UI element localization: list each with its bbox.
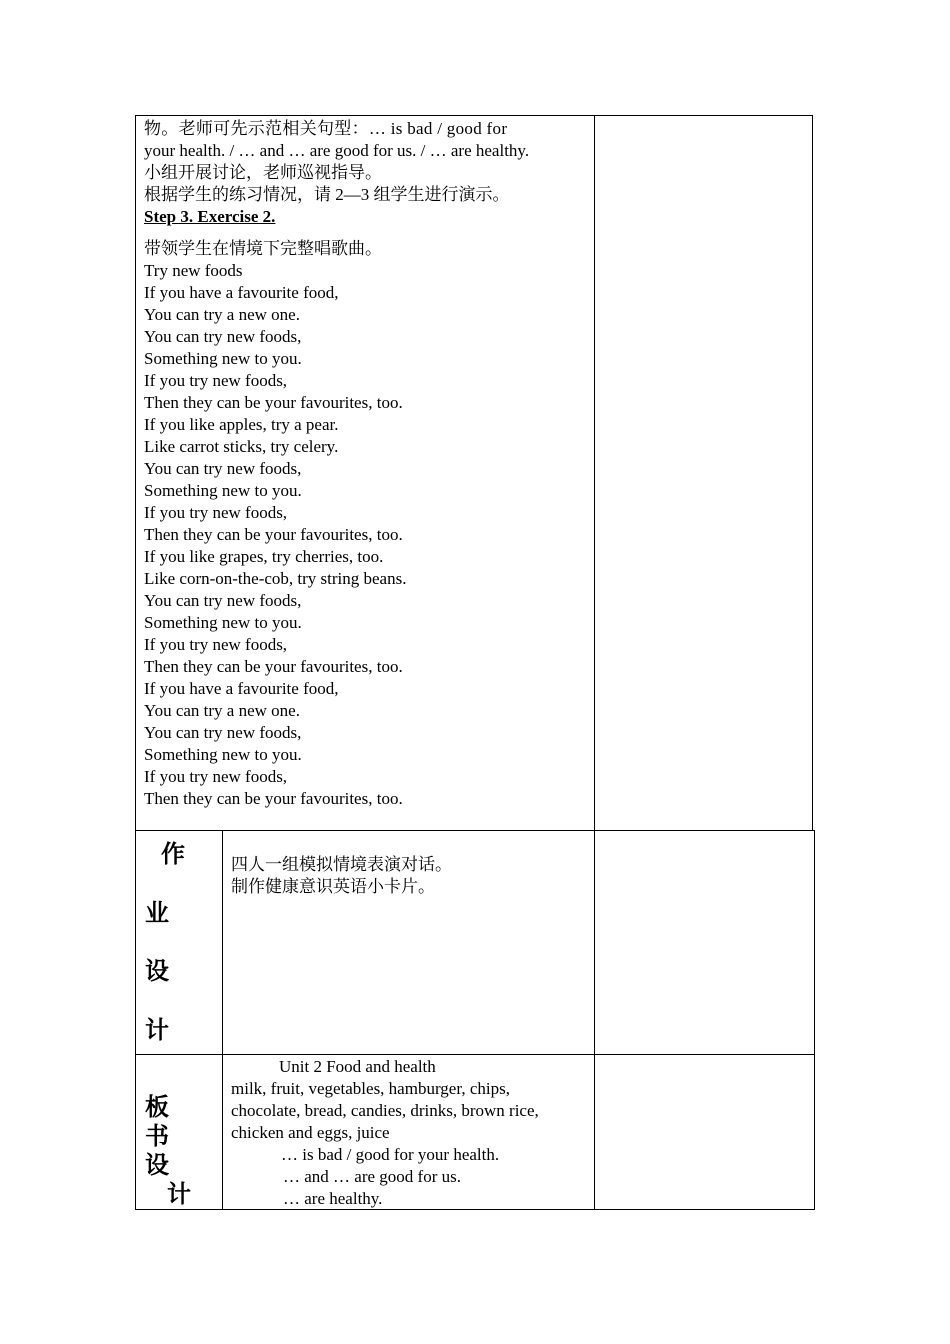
song-line: Something new to you. <box>144 745 302 764</box>
step-heading: Step 3. Exercise 2. <box>144 207 276 226</box>
board-pattern: … is bad / good for your health. <box>281 1145 500 1164</box>
homework-label-char: 作 <box>161 840 185 868</box>
song-line: Then they can be your favourites, too. <box>144 657 403 676</box>
song-line: If you have a favourite food, <box>144 679 339 698</box>
board-content-cell <box>231 1056 587 1210</box>
intro-line: 小组开展讨论，老师巡视指导。 <box>144 163 382 182</box>
song-lyrics <box>144 260 590 810</box>
board-pattern: … are healthy. <box>283 1189 383 1208</box>
song-line: You can try new foods, <box>144 327 302 346</box>
song-line: Then they can be your favourites, too. <box>144 525 403 544</box>
board-label-char: 板 <box>145 1093 169 1121</box>
intro-line: 物。老师可先示范相关句型：… is bad / good for <box>144 119 508 138</box>
song-line: Like corn-on-the-cob, try string beans. <box>144 569 407 588</box>
grid-top-border <box>135 115 813 116</box>
homework-label-cell <box>136 831 222 1054</box>
grid-divider-1 <box>135 830 815 831</box>
song-line: You can try a new one. <box>144 305 300 324</box>
grid-divider-2 <box>135 1054 815 1055</box>
song-line: Something new to you. <box>144 613 302 632</box>
song-line: If you try new foods, <box>144 635 288 654</box>
homework-label-char: 计 <box>145 1016 169 1044</box>
song-line: You can try new foods, <box>144 591 302 610</box>
board-vocab-line: chicken and eggs, juice <box>231 1123 390 1142</box>
homework-content-cell <box>231 854 591 898</box>
grid-mid-divider-top <box>594 115 595 831</box>
homework-line: 四人一组模拟情境表演对话。 <box>231 855 452 874</box>
board-vocab-line: milk, fruit, vegetables, hamburger, chips, <box>231 1079 510 1098</box>
board-vocab-line: chocolate, bread, candies, drinks, brown rice, <box>231 1101 539 1120</box>
song-line: If you have a favourite food, <box>144 283 339 302</box>
teaching-process-cell <box>144 118 590 810</box>
song-line: If you try new foods, <box>144 767 288 786</box>
board-label-char: 计 <box>167 1180 191 1208</box>
board-label-char: 设 <box>145 1151 169 1179</box>
grid-label-divider <box>222 830 223 1210</box>
board-label-cell <box>136 1055 222 1209</box>
song-line: Like carrot sticks, try celery. <box>144 437 339 456</box>
board-pattern: … and … are good for us. <box>283 1167 461 1186</box>
song-line: You can try new foods, <box>144 459 302 478</box>
intro-line: your health. / … and … are good for us. / … are healthy. <box>144 141 530 160</box>
song-line: If you like grapes, try cherries, too. <box>144 547 384 566</box>
song-line: If you try new foods, <box>144 371 288 390</box>
grid-left-border-top <box>135 115 136 831</box>
homework-line: 制作健康意识英语小卡片。 <box>231 877 435 896</box>
song-line: If you like apples, try a pear. <box>144 415 339 434</box>
song-intro: 带领学生在情境下完整唱歌曲。 <box>144 239 382 258</box>
board-title: Unit 2 Food and health <box>279 1057 436 1076</box>
grid-right-border-top <box>812 115 813 831</box>
intro-line: 根据学生的练习情况，请 2—3 组学生进行演示。 <box>144 185 510 204</box>
song-line: Then they can be your favourites, too. <box>144 393 403 412</box>
song-line: If you try new foods, <box>144 503 288 522</box>
grid-right-border-bottom <box>814 830 815 1210</box>
song-line: You can try a new one. <box>144 701 300 720</box>
board-label-char: 书 <box>145 1122 169 1150</box>
song-line: You can try new foods, <box>144 723 302 742</box>
homework-label-char: 设 <box>145 957 169 985</box>
song-line: Something new to you. <box>144 481 302 500</box>
song-line: Something new to you. <box>144 349 302 368</box>
song-line: Try new foods <box>144 261 243 280</box>
homework-label-char: 业 <box>145 899 169 927</box>
song-line: Then they can be your favourites, too. <box>144 789 403 808</box>
grid-mid-divider-bottom <box>594 830 595 1210</box>
